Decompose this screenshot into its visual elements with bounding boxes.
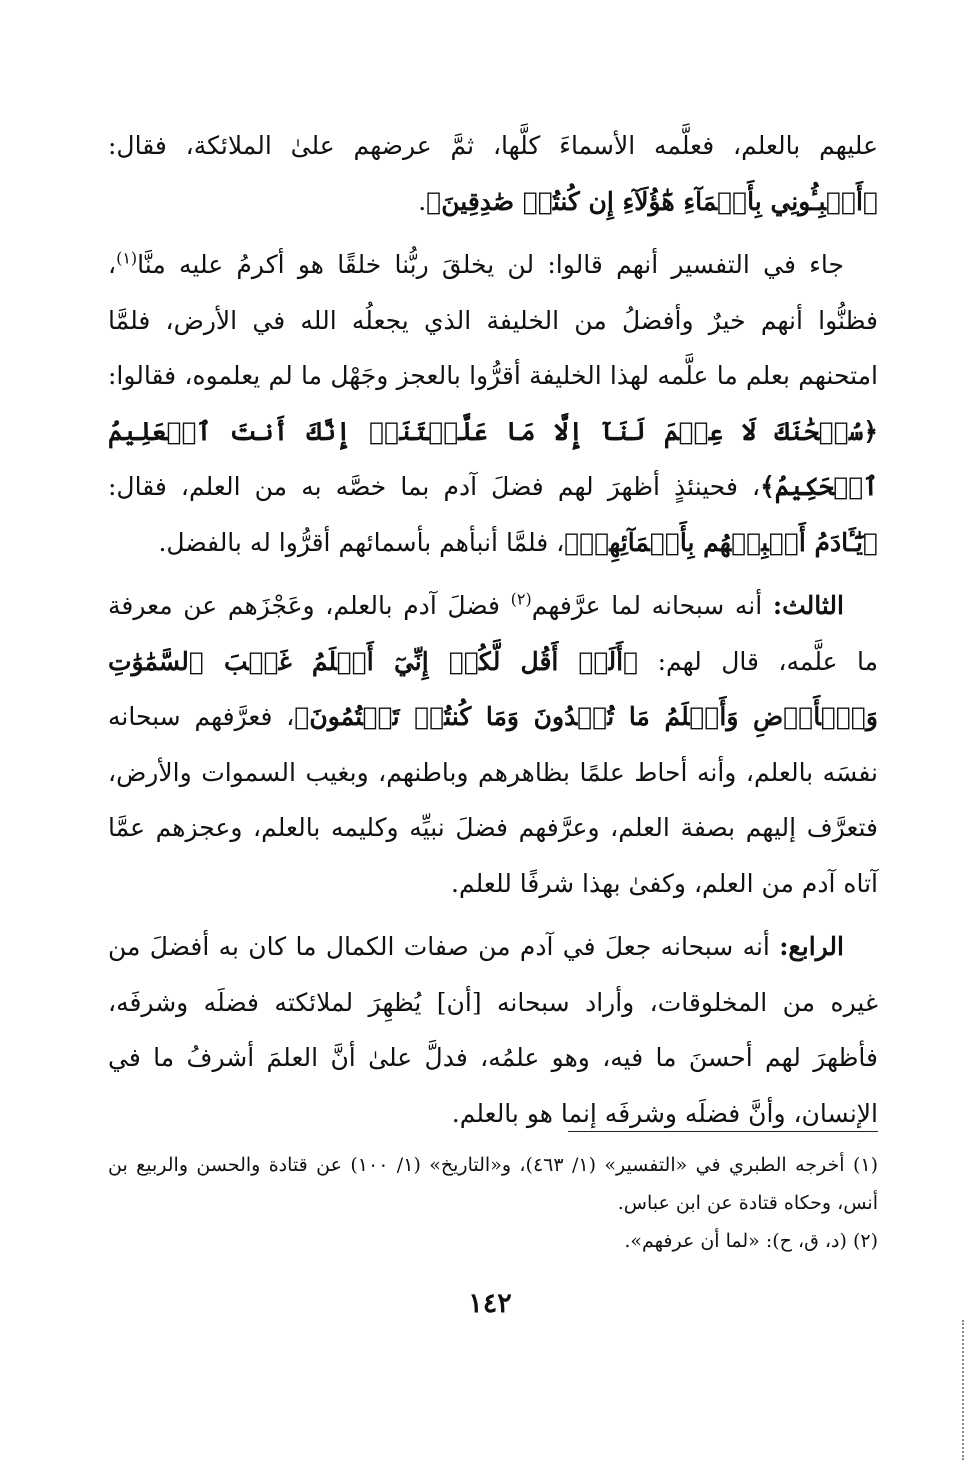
- paragraph-2-part4: ، فلمَّا أنبأهم بأسمائهم أقرُّوا له بالفضل.: [158, 527, 565, 557]
- paragraph-1-text: عليهم بالعلم، فعلَّمه الأسماءَ كلَّها، ثمَّ عرضهم علىٰ الملائكة، فقال:: [108, 131, 878, 160]
- quran-verse: ﴿يَٰٓـَٔادَمُ أَنۢبِئۡهُم بِأَسۡمَآئِهِمۡ﴾: [564, 527, 878, 557]
- section-lead-fourth: الرابع:: [779, 932, 844, 961]
- footnote-text: (د، ق، ح): «لما أن عرفهم».: [624, 1230, 853, 1252]
- paragraph-3: [108, 578, 878, 911]
- paragraph-4: [108, 919, 878, 1141]
- footnotes: [108, 1146, 878, 1260]
- paragraph-2-part1: جاء في التفسير أنهم قالوا: لن يخلقَ ربُّنا خلقًا هو أكرمُ عليه منَّا: [137, 250, 844, 279]
- footnote-number: (٢): [852, 1230, 878, 1252]
- page-number: ١٤٢: [468, 1288, 512, 1319]
- footnote-text: أخرجه الطبري في «التفسير» (١/ ٤٦٣)، و«التاريخ» (١/ ١٠٠) عن قتادة والحسن والربيع بن أنس، وحكاه قتادة عن ابن عباس.: [108, 1154, 878, 1214]
- footnote-ref-1[interactable]: (١): [116, 248, 138, 268]
- footnote-2: [108, 1222, 878, 1260]
- main-text: [108, 118, 878, 1141]
- quran-verse: ﴿أَلَمۡ أَقُل لَّكُمۡ إِنِّيٓ أَعۡلَمُ غَيۡبَ ٱلسَّمَٰوَٰتِ وَٱلۡأَرۡضِ وَأَعۡلَمُ مَا تُبۡدُونَ وَمَا كُنتُمۡ تَكۡتُمُونَ﴾: [108, 646, 878, 731]
- footnote-1: [108, 1146, 878, 1222]
- paragraph-4-text: أنه سبحانه جعلَ في آدم من صفات الكمال ما كان به أفضلَ من غيره من المخلوقات، وأراد سبحانه [أن] يُظهِرَ لملائكته فضلَه وشرفَه، فأظهرَ لهم أحسنَ ما فيه، وهو علمُه، فدلَّ علىٰ أنَّ العلمَ أشرفُ ما في الإنسان، وأنَّ فضلَه وشرفَه إنما هو بالعلم.: [108, 932, 878, 1128]
- paragraph-2-part3: ، فحينئذٍ أظهرَ لهم فضلَ آدم بما خصَّه به من العلم، فقال:: [108, 472, 761, 501]
- paragraph-1-tail: .: [418, 186, 427, 216]
- paragraph-1: [108, 118, 878, 229]
- footnote-number: (١): [852, 1154, 879, 1176]
- paragraph-3-part3: ، فعرَّفهم سبحانه نفسَه بالعلم، وأنه أحاط علمًا بظاهرهم وباطنهم، وبغيب السموات والأرض، فتعرَّف إليهم بصفة العلم، وعرَّفهم فضلَ نبيِّه وكليمه بالعلم، وعجزهم عمَّا آتاه آدم من العلم، وكفىٰ بهذا شرفًا للعلم.: [108, 702, 878, 898]
- scan-edge-mark: [960, 1320, 964, 1460]
- paragraph-2-part2: ، فظنُّوا أنهم خيرٌ وأفضلُ من الخليفة الذي يجعلُه الله في الأرض، فلمَّا امتحنهم بعلم ما علَّمه لهذا الخليفة أقرُّوا بالعجز وجَهْل ما لم يعلموه، فقالوا:: [108, 250, 878, 390]
- paragraph-2: [108, 237, 878, 570]
- paragraph-3-part2: فضلَ آدم بالعلم، وعَجْزَهم عن معرفة ما علَّمه، قال لهم:: [108, 591, 879, 676]
- quran-verse: ﴿أَنۢبِـُٔونِي بِأَسۡمَآءِ هَٰٓؤُلَآءِ إِن كُنتُمۡ صَٰدِقِينَ﴾: [426, 186, 878, 216]
- footnote-ref-2[interactable]: (٢): [510, 589, 532, 609]
- footnote-separator: [568, 1131, 878, 1132]
- section-lead-third: الثالث:: [772, 591, 844, 620]
- paragraph-3-part1: أنه سبحانه لما عرَّفهم: [531, 591, 773, 620]
- quran-verse: ﴿سُبۡحَٰنَكَ لَا عِلۡمَ لَنَآ إِلَّا مَا عَلَّمۡتَنَآۖ إِنَّكَ أَنتَ ٱلۡعَلِيمُ ٱلۡحَكِيمُ﴾: [108, 416, 878, 501]
